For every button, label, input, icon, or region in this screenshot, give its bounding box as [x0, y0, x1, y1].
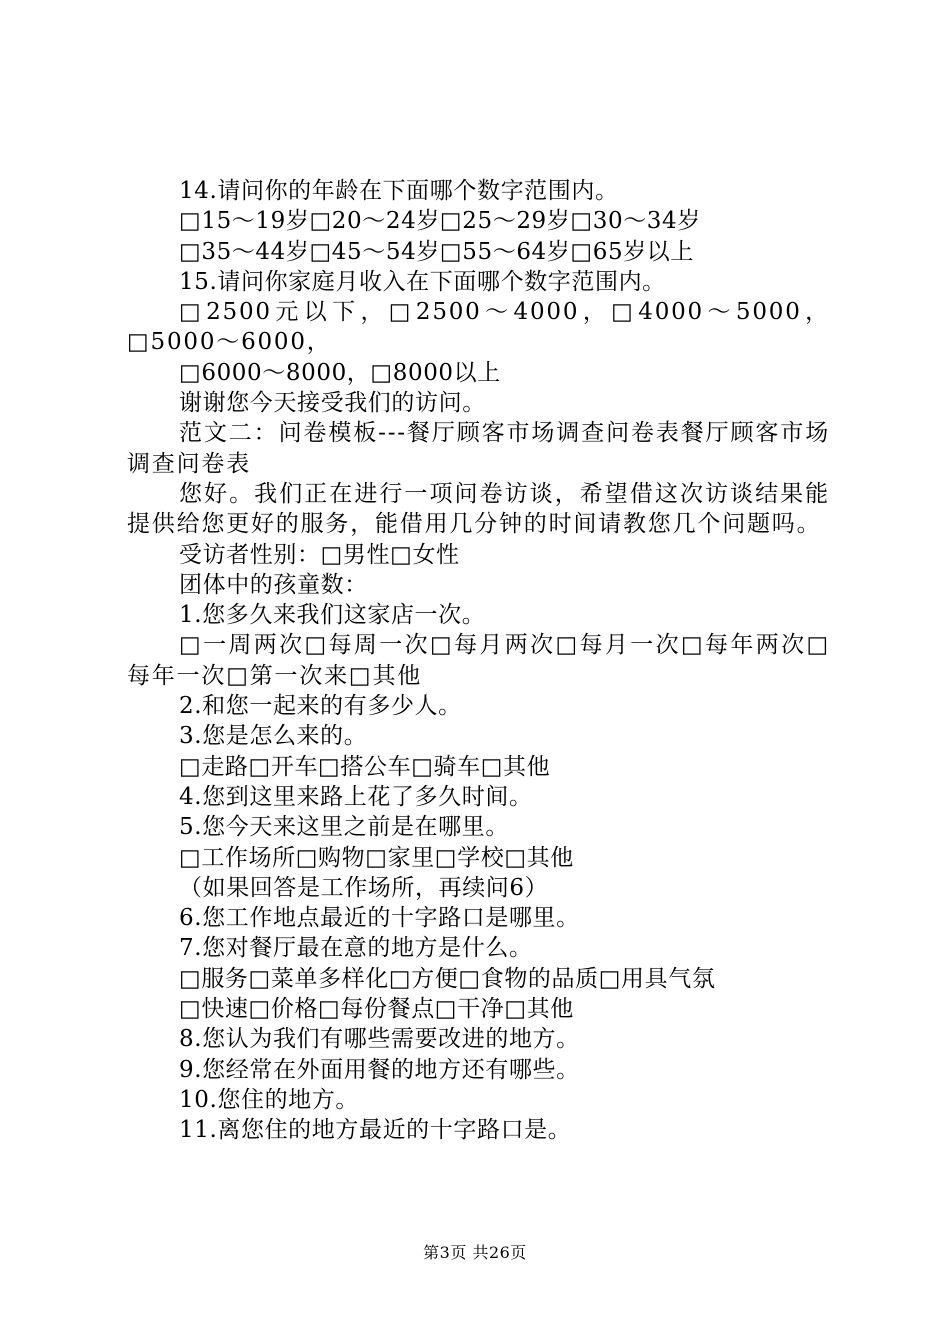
question-3: 3.您是怎么来的。 [179, 723, 368, 750]
options-origin: □工作场所□购物□家里□学校□其他 [179, 844, 574, 871]
question-11: 11.离您住的地方最近的十字路口是。 [179, 1117, 572, 1144]
options-frequency: □一周两次□每周一次□每月两次□每月一次□每年两次□每年一次□第一次来□其他 [127, 632, 830, 689]
options-priority-2: □快速□价格□每份餐点□干净□其他 [179, 996, 574, 1023]
question-9: 9.您经常在外面用餐的地方还有哪些。 [179, 1056, 580, 1083]
options-age-1: □15～19岁□20～24岁□25～29岁□30～34岁 [179, 208, 701, 235]
options-income-2: □6000～8000，□8000以上 [179, 359, 501, 386]
question-7: 7.您对餐厅最在意的地方是什么。 [179, 935, 533, 962]
question-2: 2.和您一起来的有多少人。 [179, 693, 462, 720]
page-footer: 第3页 共26页 [423, 1243, 527, 1262]
options-age-2: □35～44岁□45～54岁□55～64岁□65岁以上 [179, 238, 694, 265]
question-8: 8.您认为我们有哪些需要改进的地方。 [179, 1026, 580, 1053]
followup-note: （如果回答是工作场所，再续问6） [179, 874, 549, 901]
section-title: 范文二：问卷模板---餐厅顾客市场调查问卷表餐厅顾客市场调查问卷表 [127, 420, 830, 477]
question-6: 6.您工作地点最近的十字路口是哪里。 [179, 905, 580, 932]
document-body [127, 176, 830, 1146]
question-14: 14.请问你的年龄在下面哪个数字范围内。 [179, 178, 619, 204]
question-5: 5.您今天来这里之前是在哪里。 [179, 814, 509, 841]
question-10: 10.您住的地方。 [179, 1086, 359, 1113]
question-1: 1.您多久来我们这家店一次。 [179, 602, 486, 629]
respondent-gender: 受访者性别：□男性□女性 [179, 541, 460, 568]
children-count: 团体中的孩童数： [179, 571, 368, 598]
question-4: 4.您到这里来路上花了多久时间。 [179, 783, 533, 810]
intro-paragraph: 您好。我们正在进行一项问卷访谈，希望借这次访谈结果能提供给您更好的服务，能借用几分钟的时间请教您几个问题吗。 [127, 480, 830, 538]
options-income-1: □2500元以下，□2500～4000，□4000～5000，□5000～6000， [127, 299, 830, 356]
options-priority-1: □服务□菜单多样化□方便□食物的品质□用具气氛 [179, 965, 716, 992]
question-15: 15.请问你家庭月收入在下面哪个数字范围内。 [179, 268, 666, 295]
options-transport: □走路□开车□搭公车□骑车□其他 [179, 753, 551, 780]
thanks-text: 谢谢您今天接受我们的访问。 [179, 390, 486, 417]
